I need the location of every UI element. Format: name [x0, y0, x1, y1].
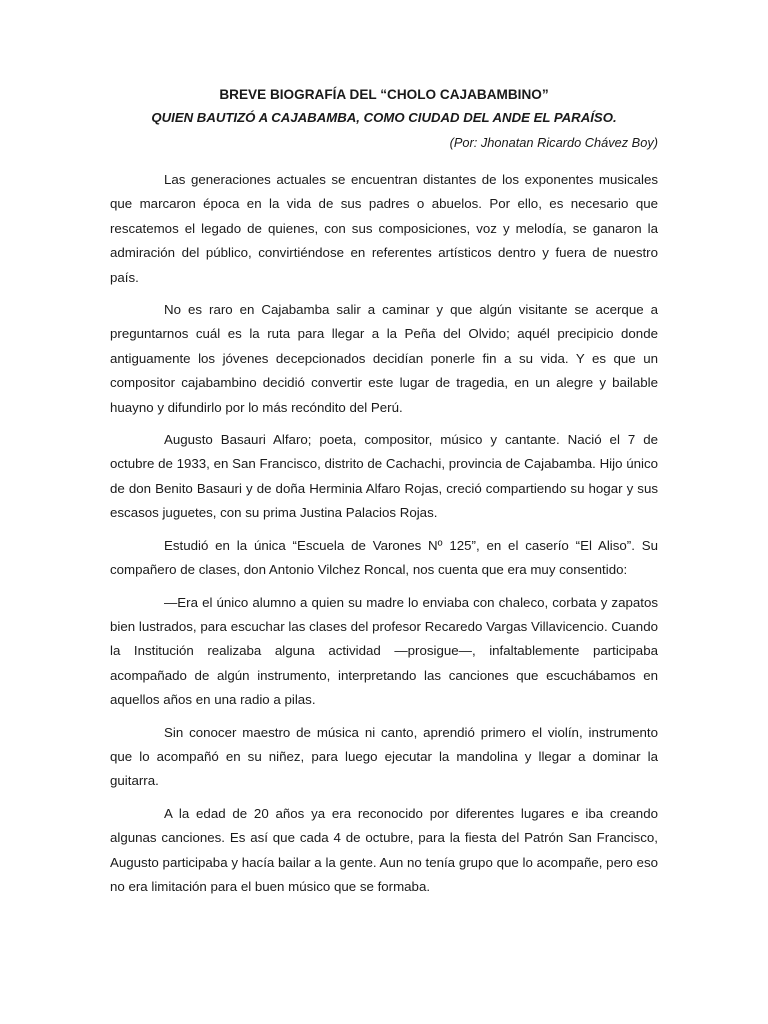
paragraph: No es raro en Cajabamba salir a caminar y que algún visitante se acerque a preguntarnos cuál es la ruta para llegar a la Peña del Olvido; aquél precipicio donde antiguamente los jóvenes decepcionados decidían ponerle fin a su vida. Y es que un compositor cajabambino decidió convertir este lugar de tragedia, en un alegre y bailable huayno y difundirlo por lo más recóndito del Perú. [110, 302, 658, 415]
document-title: BREVE BIOGRAFÍA DEL “CHOLO CAJABAMBINO” [219, 87, 549, 102]
document-subtitle: QUIEN BAUTIZÓ A CAJABAMBA, COMO CIUDAD DEL ANDE EL PARAÍSO. [151, 110, 617, 125]
paragraph: Las generaciones actuales se encuentran distantes de los exponentes musicales que marcaron época en la vida de sus padres o abuelos. Por ello, es necesario que rescatemos el legado de quienes, con sus composiciones, voz y melodía, se ganaron la admiración del público, convirtiéndose en referentes artísticos dentro y fuera de nuestro país. [110, 172, 658, 285]
author-credit: (Por: Jhonatan Ricardo Chávez Boy) [449, 135, 658, 150]
paragraph: Estudió en la única “Escuela de Varones Nº 125”, en el caserío “El Aliso”. Su compañero de clases, don Antonio Vilchez Roncal, nos cuenta que era muy consentido: [110, 537, 658, 578]
paragraph: —Era el único alumno a quien su madre lo enviaba con chaleco, corbata y zapatos bien lustrados, para escuchar las clases del profesor Recaredo Vargas Villavicencio. Cuando la Institución realizaba alguna actividad —prosigue—, infaltablemente participaba acompañado de algún instrumento, interpretando las canciones que escuchábamos en aquellos años en una radio a pilas. [110, 594, 658, 708]
document-body [110, 168, 658, 907]
paragraph: Augusto Basauri Alfaro; poeta, compositor, músico y cantante. Nació el 7 de octubre de 1933, en San Francisco, distrito de Cachachi, provincia de Cajabamba. Hijo único de don Benito Basauri y de doña Herminia Alfaro Rojas, creció compartiendo su hogar y sus escasos juguetes, con su prima Justina Palacios Rojas. [110, 432, 658, 521]
paragraph: Sin conocer maestro de música ni canto, aprendió primero el violín, instrumento que lo acompañó en su niñez, para luego ejecutar la mandolina y llegar a dominar la guitarra. [110, 724, 658, 789]
document-page [110, 0, 658, 1024]
paragraph: A la edad de 20 años ya era reconocido por diferentes lugares e iba creando algunas canciones. Es así que cada 4 de octubre, para la fiesta del Patrón San Francisco, Augusto participaba y hacía bailar a la gente. Aun no tenía grupo que lo acompañe, pero eso no era limitación para el buen músico que se formaba. [110, 805, 658, 894]
